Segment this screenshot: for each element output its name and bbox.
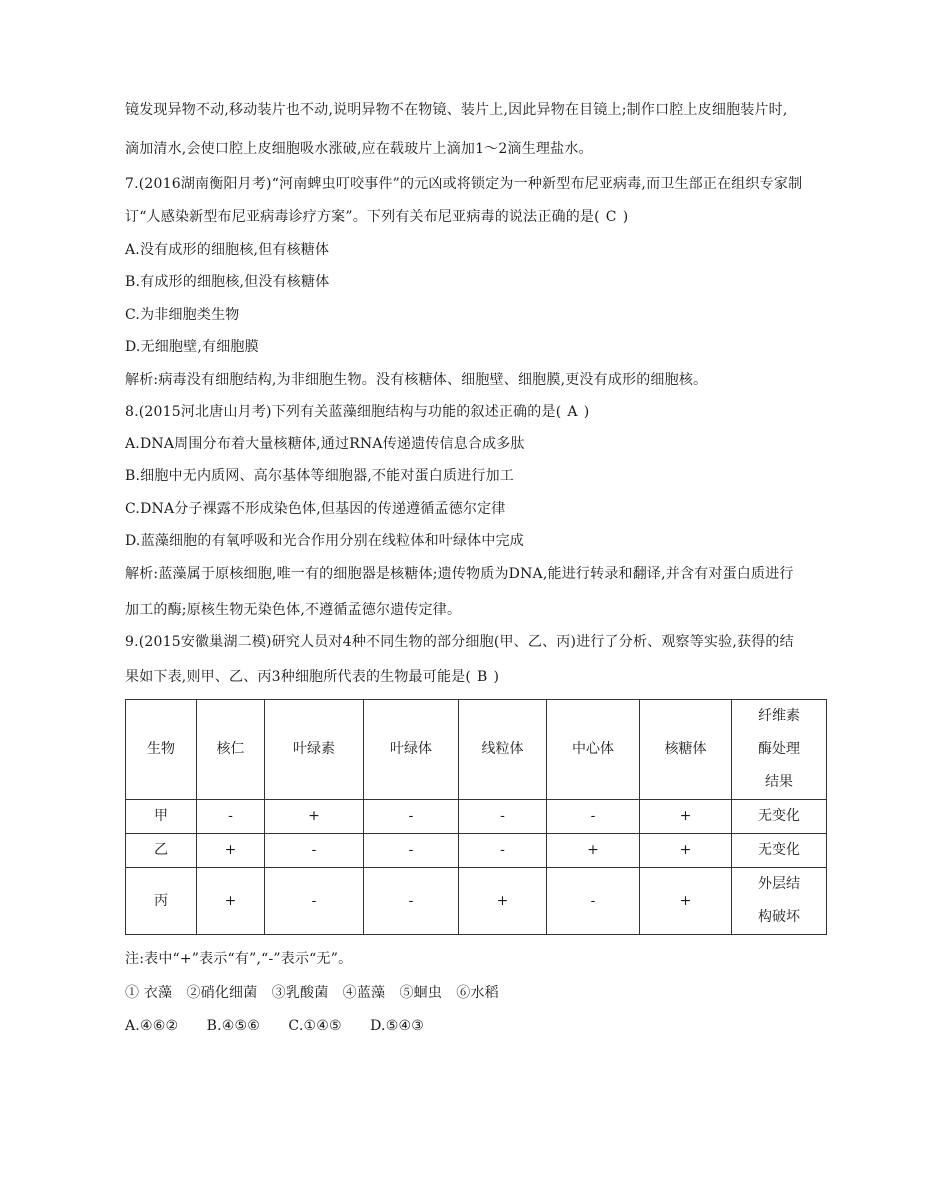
question-9-stem-cont: [125, 667, 499, 687]
column-header: 核仁: [197, 700, 265, 800]
column-header: 中心体: [547, 700, 640, 800]
table-cell: -: [459, 834, 547, 868]
text-line: 镜发现异物不动,移动装片也不动,说明异物不在物镜、装片上,因此异物在目镜上;制作口腔上皮细胞装片时,: [125, 102, 788, 118]
bracket: ): [493, 669, 500, 685]
table-cell: -: [547, 868, 640, 935]
option-a: A.DNA周围分布着大量核糖体,通过RNA传递遗传信息合成多肽: [125, 436, 525, 452]
question-9-text: 果如下表,则甲、乙、丙3种细胞所代表的生物最可能是(: [125, 669, 472, 685]
option-c: C.DNA分子裸露不形成染色体,但基因的传递遵循孟德尔定律: [125, 501, 506, 517]
question-7-explanation: 解析:病毒没有细胞结构,为非细胞生物。没有核糖体、细胞壁、细胞膜,更没有成形的细胞核。: [125, 372, 708, 388]
table-cell: +: [197, 834, 265, 868]
table-cell: +: [265, 800, 364, 834]
question-9-answer: B: [477, 669, 488, 685]
question-8-stem: [125, 402, 589, 422]
option-d: D.无细胞壁,有细胞膜: [125, 339, 259, 355]
result-cell: [732, 868, 827, 935]
table-cell: -: [265, 868, 364, 935]
table-cell: -: [364, 834, 459, 868]
bracket: ): [583, 404, 590, 420]
row-label: 丙: [126, 868, 197, 935]
organism-list: ① 衣藻 ②硝化细菌 ③乳酸菌 ④蓝藻 ⑤蛔虫 ⑥水稻: [125, 985, 499, 1001]
question-8-text: 8.(2015河北唐山月考)下列有关蓝藻细胞结构与功能的叙述正确的是(: [125, 404, 562, 420]
table-cell: +: [640, 868, 732, 935]
table-header-row: [126, 700, 827, 800]
table-cell: -: [459, 800, 547, 834]
question-8-explanation-cont: 加工的酶;原核生物无染色体,不遵循孟德尔遗传定律。: [125, 602, 462, 618]
bracket: ): [622, 209, 629, 225]
column-header: 核糖体: [640, 700, 732, 800]
text-line: 滴加清水,会使口腔上皮细胞吸水涨破,应在载玻片上滴加1～2滴生理盐水。: [125, 141, 593, 157]
row-label: 乙: [126, 834, 197, 868]
question-8-explanation: 解析:蓝藻属于原核细胞,唯一有的细胞器是核糖体;遗传物质为DNA,能进行转录和翻译,并含有对蛋白质进行: [125, 566, 794, 582]
table-note: 注:表中“+”表示“有”,“-”表示“无”。: [125, 951, 353, 967]
question-7-stem: 7.(2016湖南衡阳月考)“河南蜱虫叮咬事件”的元凶或将锁定为一种新型布尼亚病毒,而卫生部正在组织专家制: [125, 176, 803, 192]
row-label: 甲: [126, 800, 197, 834]
table-cell: +: [459, 868, 547, 935]
result-cell: 无变化: [732, 800, 827, 834]
question-7-stem-cont: [125, 207, 628, 227]
option-b: B.有成形的细胞核,但没有核糖体: [125, 274, 330, 290]
header-line: 酶处理: [758, 741, 800, 757]
table-cell: +: [640, 834, 732, 868]
table-cell: -: [265, 834, 364, 868]
result-line: 构破坏: [758, 909, 800, 925]
table-cell: +: [640, 800, 732, 834]
table-cell: -: [364, 868, 459, 935]
table-row: [126, 868, 827, 935]
table-cell: +: [197, 868, 265, 935]
header-line: 结果: [765, 774, 793, 790]
data-table: [125, 699, 827, 935]
option-a: A.没有成形的细胞核,但有核糖体: [125, 242, 330, 258]
question-9-options: A.④⑥② B.④⑤⑥ C.①④⑤ D.⑤④③: [125, 1018, 424, 1034]
question-8-answer: A: [567, 404, 578, 420]
option-d: D.蓝藻细胞的有氧呼吸和光合作用分别在线粒体和叶绿体中完成: [125, 533, 524, 549]
result-line: 外层结: [758, 876, 800, 892]
header-line: 纤维素: [758, 708, 800, 724]
column-header: 线粒体: [459, 700, 547, 800]
table-cell: -: [547, 800, 640, 834]
column-header: [732, 700, 827, 800]
option-c: C.为非细胞类生物: [125, 307, 240, 323]
question-9-stem: 9.(2015安徽巢湖二模)研究人员对4种不同生物的部分细胞(甲、乙、丙)进行了分析、观察等实验,获得的结: [125, 634, 794, 650]
result-cell: 无变化: [732, 834, 827, 868]
column-header: 叶绿体: [364, 700, 459, 800]
question-7-text: 订“人感染新型布尼亚病毒诊疗方案”。下列有关布尼亚病毒的说法正确的是(: [125, 209, 600, 225]
table-row: [126, 800, 827, 834]
table-cell: -: [197, 800, 265, 834]
question-7-answer: C: [605, 209, 617, 225]
option-b: B.细胞中无内质网、高尔基体等细胞器,不能对蛋白质进行加工: [125, 468, 514, 484]
table-cell: +: [547, 834, 640, 868]
table-row: [126, 834, 827, 868]
column-header: 叶绿素: [265, 700, 364, 800]
table-cell: -: [364, 800, 459, 834]
column-header: 生物: [126, 700, 197, 800]
